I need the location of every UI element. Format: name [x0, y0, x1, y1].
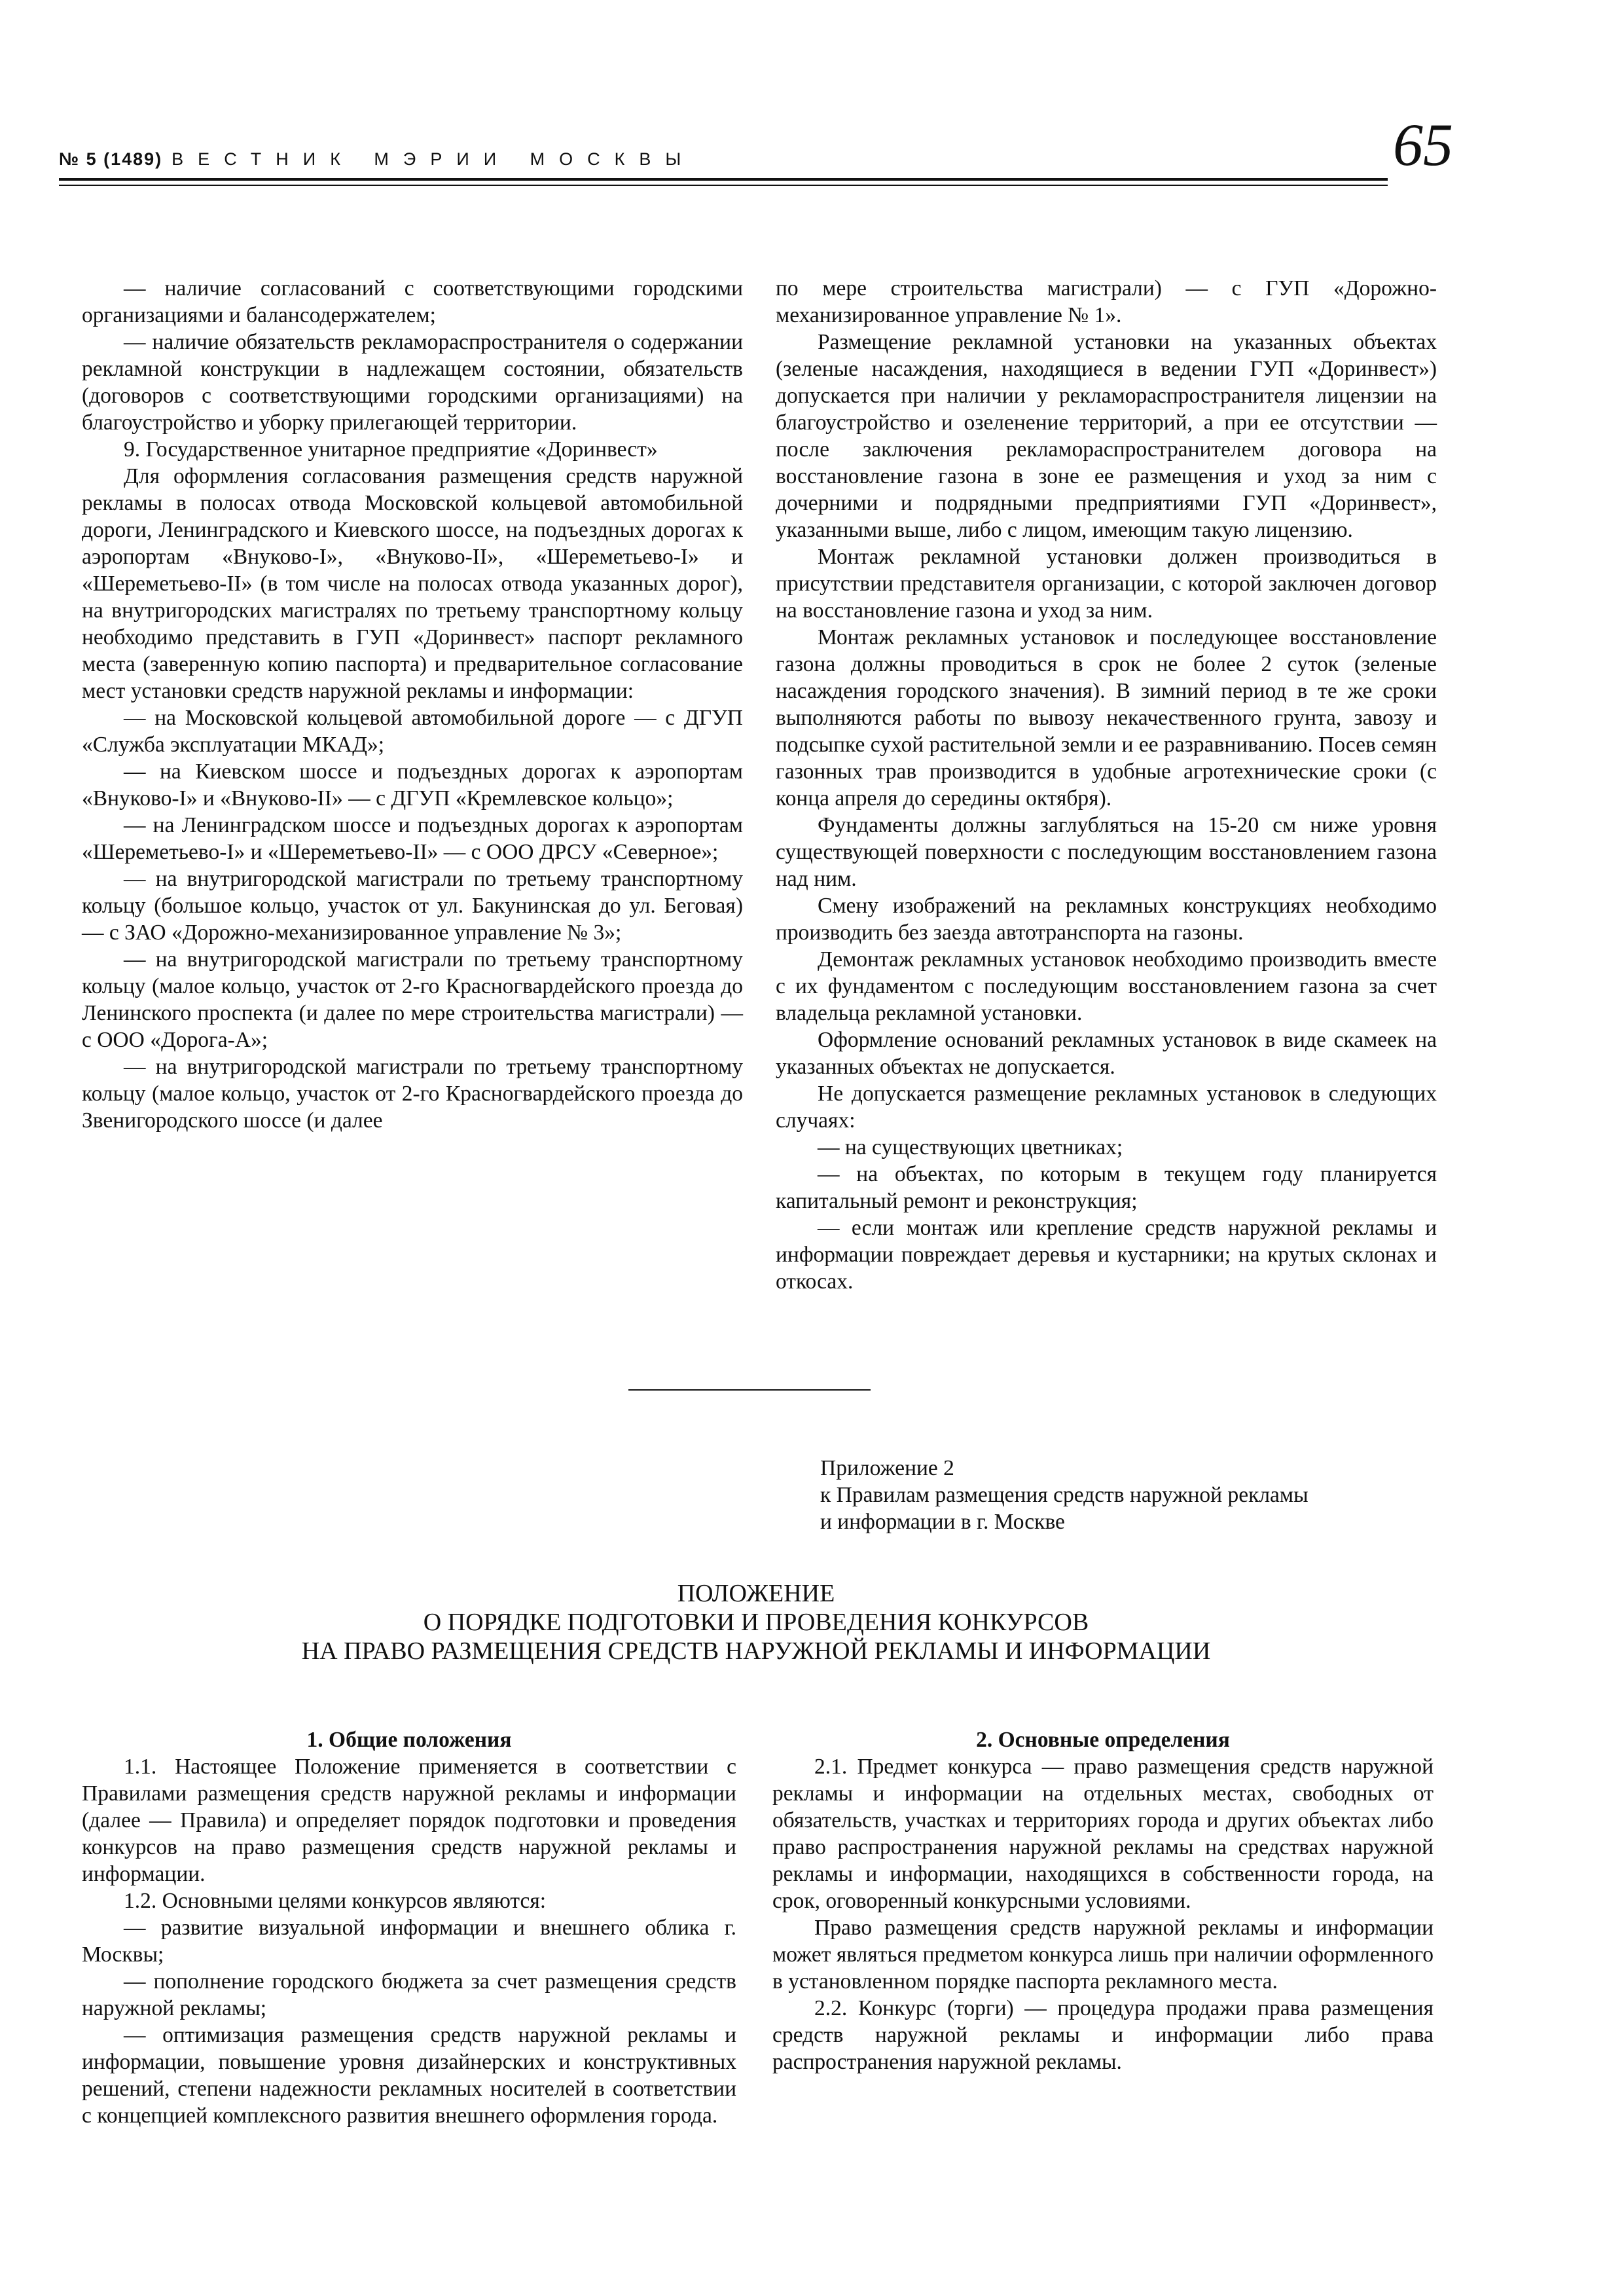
column-bottom-right — [772, 1726, 1434, 2075]
paragraph: 2.1. Предмет конкурса — право размещения средств наружной рекламы и информации на отдельных местах, свободных от обязательств, участках и территориях города и других объектах либо право распространения наружной рекламы на средствах наружной рекламы и информации, находящихся в собственности города, на срок, оговоренный конкурсными условиями. — [772, 1755, 1434, 1913]
paragraph: — на Московской кольцевой автомобильной дороге — с ДГУП «Служба эксплуатации МКАД»; — [82, 706, 743, 757]
running-header — [59, 149, 695, 170]
document-title — [59, 1579, 1453, 1666]
appendix-note — [820, 1455, 1475, 1535]
paragraph: Размещение рекламной установки на указанных объектах (зеленые насаждения, находящиеся в ведении ГУП «Доринвест») допускается при наличии у рекламораспространителя лицензии на благоустройство и озеленение территорий, а при ее отсутствии — после заключения рекламораспространителем договора на восстановление газона в зоне ее размещения и уход за ним с дочерними и подрядными предприятиями ГУП «Доринвест», указанными выше, либо с лицом, имеющим такую лицензию. — [776, 330, 1437, 542]
column-top-right — [776, 275, 1437, 1295]
title-line: НА ПРАВО РАЗМЕЩЕНИЯ СРЕДСТВ НАРУЖНОЙ РЕКЛАМЫ И ИНФОРМАЦИИ — [301, 1637, 1211, 1665]
title-line: О ПОРЯДКЕ ПОДГОТОВКИ И ПРОВЕДЕНИЯ КОНКУРСОВ — [423, 1609, 1089, 1636]
paragraph: — если монтаж или крепление средств наружной рекламы и информации повреждает деревья и кустарники; на крутых склонах и откосах. — [776, 1216, 1437, 1294]
paragraph: — развитие визуальной информации и внешнего облика г. Москвы; — [82, 1916, 736, 1967]
paragraph: Смену изображений на рекламных конструкциях необходимо производить без заезда автотранспорта на газоны. — [776, 894, 1437, 945]
paragraph: 9. Государственное унитарное предприятие «Доринвест» — [124, 437, 658, 462]
paragraph: 1.1. Настоящее Положение применяется в соответствии с Правилами размещения средств наружной рекламы и информации (далее — Правила) и определяет порядок подготовки и проведения конкурсов на право размещения средств наружной рекламы и информации. — [82, 1755, 736, 1886]
paragraph: 2.2. Конкурс (торги) — процедура продажи права размещения средств наружной рекламы и информации либо права распространения наружной рекламы. — [772, 1996, 1434, 2074]
paragraph: Не допускается размещение рекламных установок в следующих случаях: — [776, 1082, 1437, 1133]
appendix-line: и информации в г. Москве — [820, 1510, 1065, 1534]
paragraph: Для оформления согласования размещения средств наружной рекламы в полосах отвода Московской кольцевой автомобильной дороги, Ленинградского и Киевского шоссе, на подъездных дорогах к аэропортам «Внуково-I», «Внуково-II», «Шереметьево-I» и «Шереметьево-II» (в том числе на полосах отвода указанных дорог), на внутригородских магистралях по третьему транспортному кольцу необходимо представить в ГУП «Доринвест» паспорт рекламного места (заверенную копию паспорта) и предварительное согласование мест установки средств наружной рекламы и информации: — [82, 464, 743, 703]
paragraph: Фундаменты должны заглубляться на 15-20 см ниже уровня существующей поверхности с последующим восстановлением газона над ним. — [776, 813, 1437, 891]
paragraph: — пополнение городского бюджета за счет размещения средств наружной рекламы; — [82, 1969, 736, 2020]
appendix-line: Приложение 2 — [820, 1456, 954, 1480]
paragraph: Право размещения средств наружной рекламы и информации может являться предметом конкурса лишь при наличии оформленного в установленном порядке паспорта рекламного места. — [772, 1916, 1434, 1994]
header-rule-thin — [59, 185, 1388, 186]
paragraph: Оформление оснований рекламных установок в виде скамеек на указанных объектах не допускается. — [776, 1028, 1437, 1079]
section-heading: 1. Общие положения — [306, 1728, 512, 1752]
page-number: 65 — [1393, 111, 1453, 178]
paragraph: по мере строительства магистрали) — с ГУП «Дорожно-механизированное управление № 1». — [776, 276, 1437, 327]
paragraph: 1.2. Основными целями конкурсов являются: — [124, 1889, 547, 1913]
paragraph: Монтаж рекламной установки должен производиться в присутствии представителя организации, с которой заключен договор на восстановление газона и уход за ним. — [776, 545, 1437, 623]
paragraph: — на внутригородской магистрали по третьему транспортному кольцу (большое кольцо, участок от ул. Бакунинская до ул. Беговая) — с ЗАО «Дорожно-механизированное управление № 3»; — [82, 867, 743, 945]
paragraph: — на объектах, по которым в текущем году планируется капитальный ремонт и реконструкция; — [776, 1162, 1437, 1213]
section-divider — [628, 1389, 871, 1391]
column-top-left — [82, 275, 743, 1134]
paragraph: — на Ленинградском шоссе и подъездных дорогах к аэропортам «Шереметьево-I» и «Шереметьево-II» — с ООО ДРСУ «Северное»; — [82, 813, 743, 864]
title-line: ПОЛОЖЕНИЕ — [677, 1580, 835, 1607]
section-heading: 2. Основные определения — [976, 1728, 1230, 1752]
paragraph: Монтаж рекламных установок и последующее восстановление газона должны проводиться в срок не более 2 суток (зеленые насаждения городского значения). В зимний период в те же сроки выполняются работы по вывозу некачественного грунта, завозу и подсыпке сухой растительной земли и ее разравниванию. Посев семян газонных трав производится в удобные агротехнические сроки (с конца апреля до середины октября). — [776, 625, 1437, 811]
page-header — [59, 111, 1453, 193]
header-rule-thick — [59, 178, 1388, 181]
paragraph: — на существующих цветниках; — [818, 1135, 1123, 1159]
journal-title: ВЕСТНИК МЭРИИ МОСКВЫ — [171, 149, 696, 169]
appendix-line: к Правилам размещения средств наружной рекламы — [820, 1483, 1308, 1507]
paragraph: — наличие согласований с соответствующими городскими организациями и балансодержателем; — [82, 276, 743, 327]
paragraph: — на Киевском шоссе и подъездных дорогах к аэропортам «Внуково-I» и «Внуково-II» — с ДГУП «Кремлевское кольцо»; — [82, 759, 743, 811]
column-bottom-left — [82, 1726, 736, 2129]
paragraph: — на внутригородской магистрали по третьему транспортному кольцу (малое кольцо, участок от 2-го Красногвардейского проезда до Ленинского проспекта (и далее по мере строительства магистрали) — с ООО «Дорога-А»; — [82, 947, 743, 1052]
paragraph: — наличие обязательств рекламораспространителя о содержании рекламной конструкции в надлежащем состоянии, обязательств (договоров с соответствующими городскими организациями) на благоустройство и уборку прилегающей территории. — [82, 330, 743, 435]
issue-number: № 5 (1489) — [59, 149, 163, 169]
paragraph: Демонтаж рекламных установок необходимо производить вместе с их фундаментом с последующим восстановлением газона за счет владельца рекламной установки. — [776, 947, 1437, 1025]
paragraph: — на внутригородской магистрали по третьему транспортному кольцу (малое кольцо, участок от 2-го Красногвардейского проезда до Звенигородского шоссе (и далее — [82, 1055, 743, 1133]
paragraph: — оптимизация размещения средств наружной рекламы и информации, повышение уровня дизайнерских и конструктивных решений, степени надежности рекламных носителей в соответствии с концепцией комплексного развития внешнего оформления города. — [82, 2023, 736, 2128]
